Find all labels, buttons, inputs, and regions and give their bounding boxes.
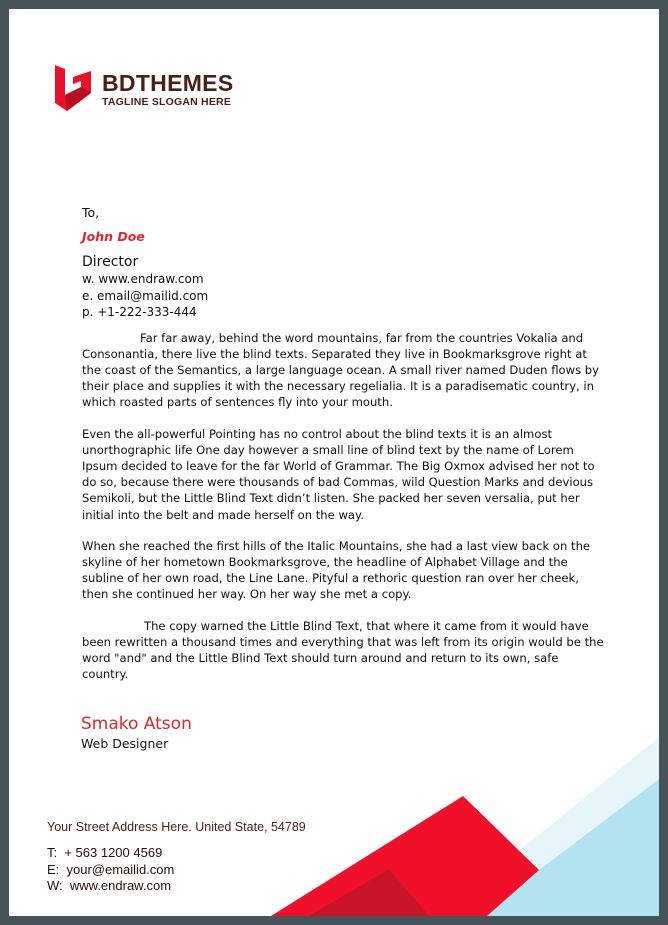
body-paragraph: The copy warned the Little Blind Text, that where it came from it would have been rewritten a thousand times and everything that was left from its origin would be the word "and" and the Little Blind Text should turn around and return to its own, safe country.	[82, 618, 604, 682]
footer-email: E: your@emailid.com	[47, 861, 175, 877]
brand-tagline: TAGLINE SLOGAN HERE	[102, 96, 232, 108]
footer-phone: T: + 563 1200 4569	[47, 845, 163, 860]
body-paragraph: When she reached the first hills of the Italic Mountains, she had a last view back on the skyline of her hometown Bookmarksgrove, the headline of Alphabet Village and the subline of her own road, the Line Lane. Pityful a rethoric question ran over her cheek, then she continued her way. On her way she met a copy.	[82, 538, 591, 602]
footer-website: W: www.endraw.com	[47, 878, 172, 893]
salutation: To,	[82, 205, 100, 220]
recipient-title: Director	[82, 254, 139, 270]
footer-contacts	[47, 845, 306, 895]
recipient-contact	[82, 271, 607, 321]
body-paragraph: Even the all-powerful Pointing has no control about the blind texts it is an almost unorthographic life One day however a small line of blind text by the name of Lorem Ipsum decided to leave for the far World of Grammar. The Big Oxmox advised her not to do so, because there were thousands of bad Commas, wild Question Marks and devious Semikoli, but the Little Blind Text didn’t listen. She packed her seven versalia, put her initial into the belt and made herself on the way.	[82, 426, 595, 522]
brand-block	[102, 71, 233, 109]
body-paragraph: Far far away, behind the word mountains, far from the countries Vokalia and Consonantia, there live the blind texts. Separated they live in Bookmarksgrove right at the coast of the Semantics, a large language ocean. A small river named Duden flows by their place and supplies it with the necessary regelialia. It is a paradisematic country, in which roasted parts of sentences fly into your mouth.	[82, 330, 600, 410]
letterhead-page	[9, 9, 659, 916]
recipient-website: w. www.endraw.com	[82, 272, 204, 286]
footer-address: Your Street Address Here. United State, 54789	[47, 820, 306, 834]
recipient-name: John Doe	[82, 229, 145, 244]
recipient-phone: p. +1-222-333-444	[82, 305, 197, 319]
signature-name: Smako Atson	[81, 714, 192, 734]
footer-block	[47, 819, 306, 895]
recipient-email: e. email@mailid.com	[82, 288, 209, 303]
signature-role: Web Designer	[81, 736, 169, 751]
letter-content	[82, 205, 607, 697]
signature-block	[81, 713, 192, 752]
brand-name: BDTHEMES	[102, 70, 234, 96]
bd-logo-icon	[55, 65, 95, 111]
letter-body	[82, 330, 607, 683]
